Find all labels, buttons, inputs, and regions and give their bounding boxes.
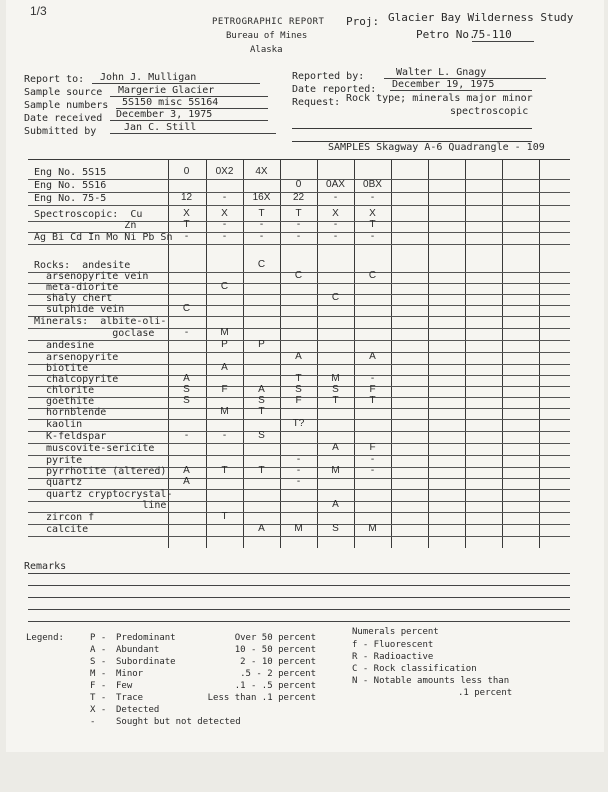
table-cell: T [221,511,228,522]
legend-code: M - [90,669,107,679]
table-row-label: Zn [34,220,137,231]
table-cell: A [369,351,376,362]
submitted-by-label: Submitted by [24,126,97,137]
table-cell: C [331,292,340,303]
sample-source-label: Sample source [24,87,103,98]
legend-name: Sought but not detected [116,717,241,727]
legend-name: Trace [116,693,144,703]
table-cell: T [183,219,190,230]
table-cell: M [220,327,229,338]
table-row-rule [28,512,570,513]
table-cell: C [294,270,303,281]
table-row-label: pyrrhotite (altered) [34,466,167,477]
table-row-rule [28,205,570,206]
legend-note-numerals: Numerals percent [352,627,439,637]
table-cell: - [333,231,338,242]
table-cell: 0 [295,179,302,190]
table-cell: - [333,219,338,230]
table-cell: T [295,208,302,219]
table-cell: - [296,219,301,230]
table-cell: 0X2 [215,166,234,177]
table-cell: S [258,430,265,441]
remarks-line-2 [28,585,570,586]
table-cell: T [258,406,265,417]
table-cell: T [258,208,265,219]
table-cell: 0AX [326,179,345,190]
table-row-rule [28,408,570,409]
sample-source-value: Margerie Glacier [110,85,268,97]
table-cell: S [295,384,302,395]
legend-code: A - [90,645,107,655]
legend-code: - [90,717,96,727]
petro-value: 75-110 [472,28,534,42]
table-row-label: quartz cryptocrystal- [34,489,173,500]
legend-name: Minor [116,669,144,679]
table-cell: A [295,351,302,362]
table-row-label: goclase [34,328,155,339]
table-row-label: andesine [34,340,95,351]
table-row-label: hornblende [34,407,107,418]
table-row-label: shaly chert [34,293,113,304]
report-to-value: John J. Mulligan [92,72,260,84]
legend-name: Subordinate [116,657,176,667]
table-cell: F [295,395,302,406]
table-cell: - [222,192,227,203]
table-cell: A [258,384,265,395]
legend-code: X - [90,705,107,715]
request-line-1: Rock type; minerals major minor [346,93,533,104]
submitted-by-value: Jan C. Still [110,122,276,134]
table-row-label: chalcopyrite [34,374,119,385]
reported-by-label: Reported by: [292,71,365,82]
table-cell: S [183,384,190,395]
table-cell: A [332,499,339,510]
remarks-label: Remarks [24,561,67,572]
reported-by-value: Walter L. Gnagy [384,67,546,79]
report-sheet [6,0,604,752]
legend-name: Detected [116,705,160,715]
remarks-line-1 [28,573,570,574]
table-cell: C [368,270,377,281]
table-cell: T [295,373,302,384]
table-cell: T? [292,418,305,429]
table-cell: C [220,281,229,292]
table-cell: - [184,327,189,338]
table-cell: - [259,231,264,242]
table-cell: - [370,373,375,384]
table-cell: C [182,303,191,314]
table-cell: 12 [180,192,193,203]
table-cell: C [257,259,266,270]
legend-note-notable: N - Notable amounts less than [352,676,510,686]
table-cell: - [222,430,227,441]
table-row-label: sulphide vein [34,304,125,315]
table-row-label: Minerals: albite-oli- [34,316,167,327]
legend-code: P - [90,633,107,643]
table-row-label: Eng No. 5S16 [34,180,107,191]
table-cell: - [370,465,375,476]
table-row-label: calcite [34,524,89,535]
table-cell: A [183,465,190,476]
table-cell: M [331,465,340,476]
legend-note-fluorescent: f - Fluorescent [352,640,434,650]
table-cell: A [183,476,190,487]
page-number: 1/3 [30,4,47,18]
table-cell: F [369,384,376,395]
table-row-label: Rocks: andesite [34,260,131,271]
legend-code: T - [90,693,107,703]
table-row-rule [28,536,570,537]
table-cell: S [183,395,190,406]
report-title: PETROGRAPHIC REPORT [212,17,325,27]
table-cell: - [184,430,189,441]
legend-code: F - [90,681,107,691]
table-cell: F [369,442,376,453]
table-row-label: K-feldspar [34,431,107,442]
table-row-label: biotite [34,363,89,374]
table-cell: 16X [252,192,271,203]
proj-value: Glacier Bay Wilderness Study [388,11,574,24]
table-row-label: line [34,500,167,511]
table-cell: - [370,231,375,242]
table-row-label: Eng No. 5S15 [34,167,107,178]
legend-name: Abundant [116,645,160,655]
agency-name: Bureau of Mines [226,31,308,41]
table-cell: M [368,523,377,534]
table-row-label: Spectroscopic: Cu [34,209,143,220]
table-cell: X [221,208,228,219]
samples-header: SAMPLES Skagway A-6 Quadrangle - 109 [328,142,545,153]
legend-range: Less than .1 percent [207,693,316,703]
sample-numbers-label: Sample numbers [24,100,109,111]
legend-note-rock-class: C - Rock classification [352,664,477,674]
state-name: Alaska [250,45,283,55]
date-received-label: Date received [24,113,103,124]
table-row-rule [28,244,570,245]
table-cell: A [221,362,228,373]
legend-note-radioactive: R - Radioactive [352,652,434,662]
request-rule-1 [292,128,532,129]
date-received-value: December 3, 1975 [110,109,268,121]
table-cell: - [296,465,301,476]
table-cell: M [220,406,229,417]
table-row-label: zircon f [34,512,95,523]
table-cell: A [332,442,339,453]
table-row-label: Ag Bi Cd In Mo Ni Pb Sn [34,232,173,243]
table-cell: X [332,208,339,219]
remarks-line-5 [28,621,570,622]
report-to-label: Report to: [24,74,85,85]
legend-range: 2 - 10 percent [240,657,316,667]
table-cell: - [222,219,227,230]
table-cell: A [183,373,190,384]
table-row-label: arsenopyrite [34,352,119,363]
table-cell: T [258,465,265,476]
sample-numbers-value: 5S150 misc 5S164 [116,97,268,109]
legend-range: 10 - 50 percent [234,645,316,655]
request-line-2: spectroscopic [450,106,529,117]
table-row-label: muscovite-sericite [34,443,155,454]
remarks-line-4 [28,609,570,610]
table-row-rule [28,364,570,365]
table-cell: S [258,395,265,406]
table-cell: T [369,395,376,406]
table-row-rule [28,431,570,432]
table-cell: - [296,231,301,242]
legend-range: .5 - 2 percent [240,669,316,679]
legend-title: Legend: [26,633,64,643]
table-cell: - [296,476,301,487]
date-reported-value: December 19, 1975 [390,79,532,91]
table-cell: - [370,192,375,203]
table-row-label: chlorite [34,385,95,396]
table-cell: P [258,339,265,350]
remarks-line-3 [28,597,570,598]
table-cell: 22 [292,192,305,203]
petro-label: Petro No. [416,28,476,41]
table-cell: T [369,219,376,230]
table-cell: T [221,465,228,476]
table-cell: F [221,384,228,395]
table-cell: - [259,219,264,230]
legend-name: Few [116,681,133,691]
legend-name: Predominant [116,633,176,643]
table-cell: X [369,208,376,219]
table-cell: X [183,208,190,219]
table-row-label: quartz [34,477,83,488]
legend-range: Over 50 percent [234,633,316,643]
table-cell: 0 [183,166,190,177]
table-cell: - [184,231,189,242]
table-row-label: kaolin [34,419,83,430]
table-row-label: arsenopyrite vein [34,271,149,282]
table-cell: 4X [255,166,268,177]
table-row-label: goethite [34,396,95,407]
table-cell: P [221,339,228,350]
table-cell: S [332,523,339,534]
legend-note-percent: .1 percent [458,688,513,698]
table-cell: S [332,384,339,395]
table-cell: M [294,523,303,534]
table-top-rule [28,159,570,160]
table-row-rule [28,340,570,341]
proj-label: Proj: [346,15,380,28]
legend-range: .1 - .5 percent [234,681,316,691]
legend-code: S - [90,657,107,667]
table-row-label: pyrite [34,455,83,466]
table-row-label: meta-diorite [34,282,119,293]
table-cell: M [331,373,340,384]
table-cell: A [258,523,265,534]
table-cell: - [222,231,227,242]
date-reported-label: Date reported: [292,84,377,95]
table-cell: 0BX [363,179,382,190]
table-cell: - [370,454,375,465]
table-cell: - [333,192,338,203]
table-row-label: Eng No. 75-5 [34,193,107,204]
request-label: Request: [292,97,341,108]
table-cell: T [332,395,339,406]
table-cell: - [296,454,301,465]
